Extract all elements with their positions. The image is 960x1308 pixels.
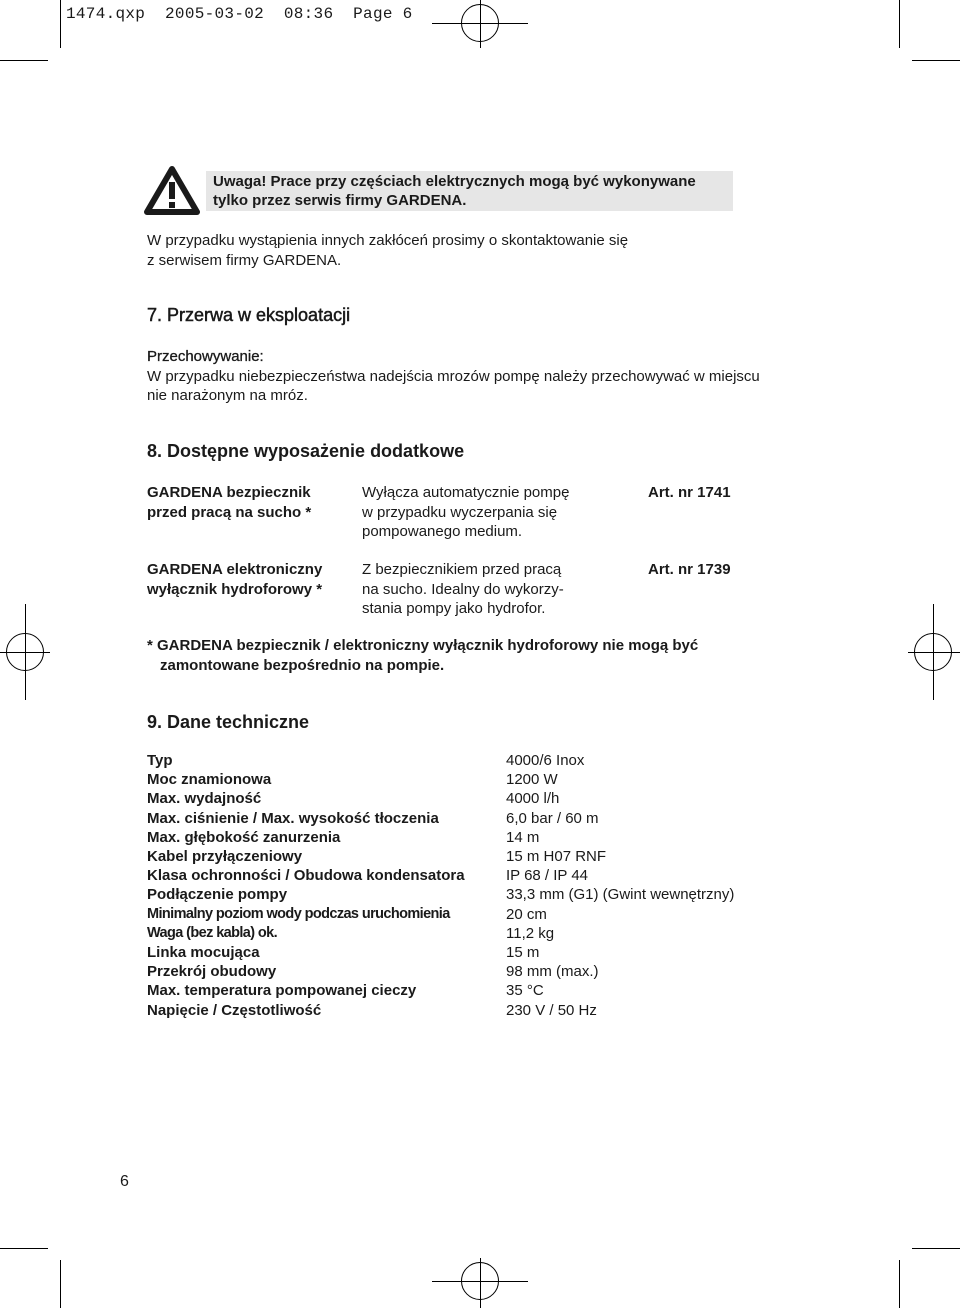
page-number: 6 — [120, 1173, 129, 1190]
section-7-title: 7. Przerwa w eksploatacji — [147, 305, 351, 325]
warning-triangle-icon — [143, 165, 201, 217]
tech-label: Podłączenie pompy — [147, 886, 288, 904]
tech-label: Max. temperatura pompowanej cieczy — [147, 982, 417, 1000]
tech-value: 15 m H07 RNF — [506, 848, 607, 865]
accessory-2-art: Art. nr 1739 — [648, 561, 731, 578]
accessory-desc-line: na sucho. Idealny do wykorzy- — [362, 580, 564, 598]
tech-value: 98 mm (max.) — [506, 963, 599, 981]
accessory-name-line: przed pracą na sucho * — [147, 503, 312, 521]
section-7-body — [147, 347, 760, 406]
section-9-title: 9. Dane techniczne — [147, 712, 310, 732]
accessory-1-desc — [362, 483, 569, 542]
note-line: * GARDENA bezpiecznik / elektroniczny wyłącznik hydroforowy nie mogą być — [147, 637, 699, 654]
accessory-desc-line: stania pompy jako hydrofor. — [362, 600, 546, 617]
tech-label: Linka mocująca — [147, 944, 260, 961]
tech-value: 6,0 bar / 60 m — [506, 809, 599, 827]
accessory-desc-line: pompowanego medium. — [362, 523, 523, 540]
tech-value: 11,2 kg — [506, 924, 555, 942]
tech-label: Napięcie / Częstotliwość — [147, 1001, 322, 1019]
tech-value: 14 m — [506, 828, 540, 846]
tech-label: Max. głębokość zanurzenia — [147, 828, 341, 846]
accessory-1-art: Art. nr 1741 — [648, 484, 731, 501]
accessory-desc-line: Z bezpiecznikiem przed pracą — [362, 561, 562, 578]
tech-value: 230 V / 50 Hz — [506, 1001, 597, 1019]
tech-label: Przekrój obudowy — [147, 963, 277, 981]
accessory-desc-line: Wyłącza automatycznie pompę — [362, 484, 570, 501]
accessory-desc-line: w przypadku wyczerpania się — [362, 503, 558, 521]
accessory-note — [147, 636, 698, 675]
section-8-title: 8. Dostępne wyposażenie dodatkowe — [147, 441, 465, 461]
accessory-2-desc — [362, 560, 564, 619]
tech-value: 4000/6 Inox — [506, 752, 585, 769]
tech-label: Moc znamionowa — [147, 771, 272, 789]
note-line: zamontowane bezpośrednio na pompie. — [160, 656, 445, 674]
accessory-name-line: GARDENA elektroniczny — [147, 561, 323, 578]
tech-label: Max. ciśnienie / Max. wysokość tłoczenia — [147, 809, 439, 827]
accessory-name-line: GARDENA bezpiecznik — [147, 484, 311, 501]
tech-value: 15 m — [506, 944, 540, 961]
contact-line: W przypadku wystąpienia innych zakłóceń prosimy o skontaktowanie się — [147, 232, 629, 249]
storage-line: nie narażonym na mróz. — [147, 387, 308, 404]
tech-label: Typ — [147, 752, 173, 769]
contact-line: z serwisem firmy GARDENA. — [147, 251, 342, 269]
tech-value: 35 °C — [506, 982, 544, 1000]
accessory-1-name — [147, 483, 311, 522]
storage-subtitle: Przechowywanie: — [147, 348, 264, 365]
tech-value: IP 68 / IP 44 — [506, 867, 589, 885]
tech-label: Klasa ochronności / Obudowa kondensatora — [147, 867, 465, 885]
warning-text — [213, 172, 696, 210]
contact-paragraph — [147, 231, 628, 270]
warning-line: tylko przez serwis firmy GARDENA. — [213, 192, 467, 209]
print-slug: 1474.qxp 2005-03-02 08:36 Page 6 — [66, 5, 413, 23]
tech-value: 4000 l/h — [506, 790, 560, 808]
tech-value: 1200 W — [506, 771, 558, 789]
tech-label: Minimalny poziom wody podczas uruchomienia — [147, 905, 450, 922]
tech-label: Waga (bez kabla) ok. — [147, 924, 278, 941]
warning-line: Uwaga! Prace przy częściach elektrycznych mogą być wykonywane — [213, 173, 696, 190]
accessory-name-line: wyłącznik hydroforowy * — [147, 580, 323, 598]
storage-line: W przypadku niebezpieczeństwa nadejścia mrozów pompę należy przechowywać w miejscu — [147, 367, 760, 385]
accessory-2-name — [147, 560, 322, 599]
tech-label: Max. wydajność — [147, 790, 262, 808]
tech-value: 33,3 mm (G1) (Gwint wewnętrzny) — [506, 886, 735, 904]
tech-label: Kabel przyłączeniowy — [147, 848, 303, 865]
tech-value: 20 cm — [506, 905, 547, 923]
